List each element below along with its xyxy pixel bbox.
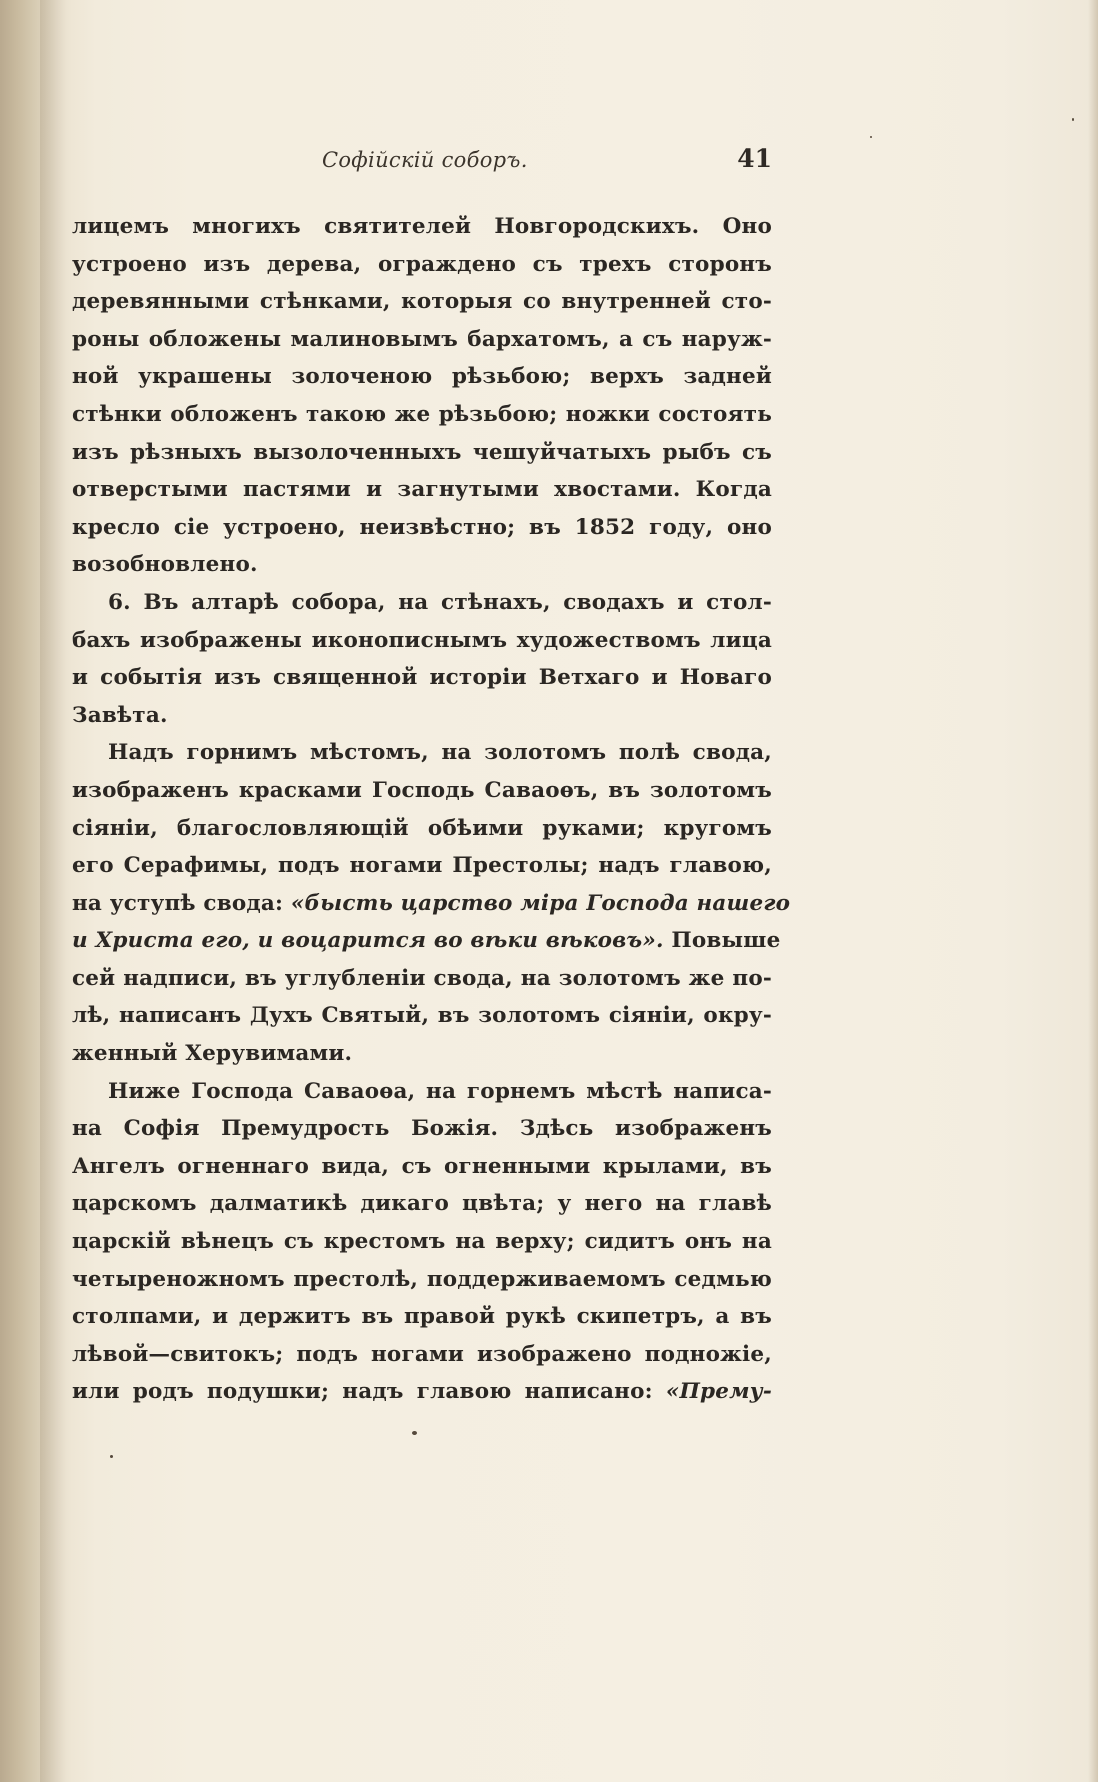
text-line: четыреножномъ престолѣ, поддерживаемомъ седмью xyxy=(72,1266,772,1292)
text-line xyxy=(72,922,781,960)
print-speck xyxy=(870,136,872,138)
paragraph-start: 6. Въ алтарѣ собора, на стѣнахъ, сводахъ и стол- xyxy=(108,589,772,615)
text-line: его Серафимы, подъ ногами Престолы; надъ главою, xyxy=(72,853,772,879)
text-line: кресло сіе устроено, неизвѣстно; въ 1852 году, оно xyxy=(72,514,772,540)
page-number: 41 xyxy=(737,144,772,173)
binding-shadow xyxy=(40,0,66,1782)
text-line: и событія изъ священной исторіи Ветхаго и Новаго xyxy=(72,665,772,691)
text-line xyxy=(72,885,791,923)
print-speck xyxy=(1072,118,1074,121)
text-line: сіяніи, благословляющій обѣими руками; кругомъ xyxy=(72,815,772,841)
text-segment: или родъ подушки; надъ главою написано: xyxy=(72,1379,666,1405)
text-line: Завѣта. xyxy=(72,702,168,728)
text-line: Ангелъ огненнаго вида, съ огненными крылами, въ xyxy=(72,1153,772,1179)
page-edge xyxy=(1088,0,1098,1782)
text-segment: Повыше xyxy=(663,928,781,954)
running-title: Софійскій соборъ. xyxy=(322,148,528,172)
page-header xyxy=(72,144,772,182)
text-line: деревянными стѣнками, которыя со внутренней сто- xyxy=(72,289,772,315)
text-line xyxy=(72,1373,772,1411)
quotation-italic: и Христа его, и воцарится во вѣки вѣковъ». xyxy=(72,928,664,954)
quotation-italic: «Прему- xyxy=(665,1379,772,1405)
text-line: ной украшены золоченою рѣзьбою; верхъ задней xyxy=(72,364,772,390)
text-line: лѣ, написанъ Духъ Святый, въ золотомъ сіяніи, окру- xyxy=(72,1003,772,1029)
text-line: сей надписи, въ углубленіи свода, на золотомъ же по- xyxy=(72,965,772,991)
text-line: лѣвой—свитокъ; подъ ногами изображено подножіе, xyxy=(72,1341,772,1367)
text-line: стѣнки обложенъ такою же рѣзьбою; ножки состоять xyxy=(72,401,772,427)
text-segment: на уступѣ свода: xyxy=(72,890,291,916)
body-text xyxy=(72,208,791,1411)
text-line: лицемъ многихъ святителей Новгородскихъ. Оно xyxy=(72,214,772,239)
text-line: царскій вѣнецъ съ крестомъ на верху; сидитъ онъ на xyxy=(72,1229,772,1255)
text-line: устроено изъ дерева, ограждено съ трехъ сторонъ xyxy=(72,251,772,277)
text-line: роны обложены малиновымъ бархатомъ, а съ наруж- xyxy=(72,326,772,352)
quotation-italic: «бысть царство міра Господа нашего xyxy=(290,890,791,916)
paragraph-start: Надъ горнимъ мѣстомъ, на золотомъ полѣ свода, xyxy=(108,740,772,766)
paragraph-start: Ниже Господа Саваоѳа, на горнемъ мѣстѣ написа- xyxy=(108,1078,772,1104)
print-speck xyxy=(412,1431,417,1435)
text-line: на Софія Премудрость Божія. Здѣсь изображенъ xyxy=(72,1116,772,1142)
text-line: изъ рѣзныхъ вызолоченныхъ чешуйчатыхъ рыбъ съ xyxy=(72,439,772,465)
text-line: возобновлено. xyxy=(72,552,258,578)
text-line: отверстыми пастями и загнутыми хвостами. Когда xyxy=(72,477,772,503)
text-line: изображенъ красками Господь Саваоѳъ, въ золотомъ xyxy=(72,777,772,803)
text-line: царскомъ далматикѣ дикаго цвѣта; у него на главѣ xyxy=(72,1191,772,1217)
print-speck xyxy=(110,1455,113,1458)
text-line: женный Херувимами. xyxy=(72,1041,353,1067)
text-line: бахъ изображены иконописнымъ художествомъ лица xyxy=(72,627,772,653)
text-line: столпами, и держитъ въ правой рукѣ скипетръ, а въ xyxy=(72,1304,772,1330)
